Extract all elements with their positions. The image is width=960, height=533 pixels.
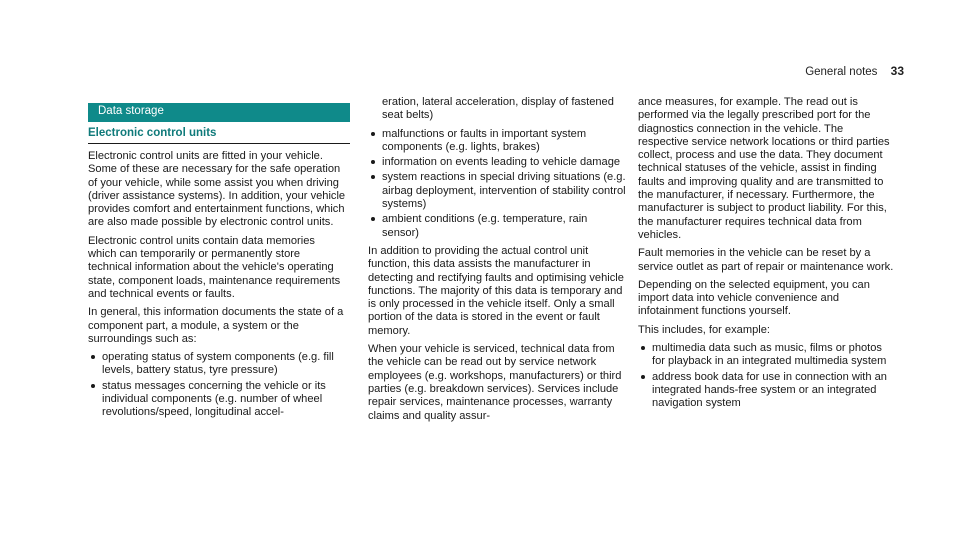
list-item: information on events leading to vehicle damage	[368, 156, 626, 169]
paragraph: Fault memories in the vehicle can be reset by a service outlet as part of repair or maintenance work.	[638, 247, 894, 273]
paragraph: Electronic control units contain data memories which can temporarily or permanently store technical information about the vehicle's operating state, component loads, maintenance requirements and technical events or faults.	[88, 234, 341, 300]
page-header	[805, 64, 904, 78]
list-item: ambient conditions (e.g. temperature, rain sensor)	[368, 213, 626, 240]
paragraph: ance measures, for example. The read out is performed via the legally prescribed port for the diagnostics connection in the vehicle. The respective service network locations or third parties collect, process and use the data. They document technical statuses of the vehicle, assist in finding faults and improving quality and are transmitted to the manufacturer, if necessary. Furthermore, the manufacturer is subject to product liability. For this, the manufacturer requires technical data from vehicles.	[638, 96, 890, 241]
paragraph: When your vehicle is serviced, technical data from the vehicle can be read out by service network employees (e.g. workshops, manufacturers) or third parties (e.g. breakdown services). Services include repair services, maintenance processes, warranty claims and quality assur-	[368, 343, 622, 422]
bullet-list	[638, 342, 896, 410]
text-column-1	[88, 150, 346, 425]
list-item: system reactions in special driving situations (e.g. airbag deployment, intervention of stability control systems)	[368, 171, 626, 211]
section-title: General notes	[805, 66, 878, 78]
subsection-heading: Electronic control units	[88, 127, 350, 144]
section-banner: Data storage	[88, 103, 350, 122]
paragraph: This includes, for example:	[638, 323, 770, 336]
page-number: 33	[890, 64, 904, 78]
paragraph: Electronic control units are fitted in your vehicle. Some of these are necessary for the safe operation of your vehicle, while some assist you when driving (driver assistance systems). In addition, your vehicle provides comfort and entertainment functions, which are also made possible by electronic control units.	[88, 150, 346, 229]
paragraph: Depending on the selected equipment, you can import data into vehicle convenience and infotainment functions yourself.	[638, 278, 870, 318]
bullet-continuation: eration, lateral acceleration, display of fastened seat belts)	[382, 96, 614, 122]
bullet-list	[368, 128, 626, 240]
paragraph: In general, this information documents the state of a component part, a module, a system or the surroundings such as:	[88, 306, 344, 345]
list-item: malfunctions or faults in important system components (e.g. lights, brakes)	[368, 128, 626, 155]
list-item: status messages concerning the vehicle or its individual components (e.g. number of wheel revolutions/speed, longitudinal accel-	[88, 380, 346, 420]
text-column-3	[638, 96, 896, 416]
paragraph: In addition to providing the actual control unit function, this data assists the manufacturer in detecting and rectifying faults and optimising vehicle functions. The majority of this data is temporary and is only processed in the vehicle itself. Only a small portion of the data is stored in the event or fault memory.	[368, 244, 624, 337]
list-item: multimedia data such as music, films or photos for playback in an integrated multimedia system	[638, 342, 896, 369]
list-item: operating status of system components (e.g. fill levels, battery status, tyre pressure)	[88, 351, 346, 378]
bullet-list	[88, 351, 346, 419]
list-item: address book data for use in connection with an integrated hands-free system or an integrated navigation system	[638, 371, 896, 411]
text-column-2	[368, 96, 626, 428]
